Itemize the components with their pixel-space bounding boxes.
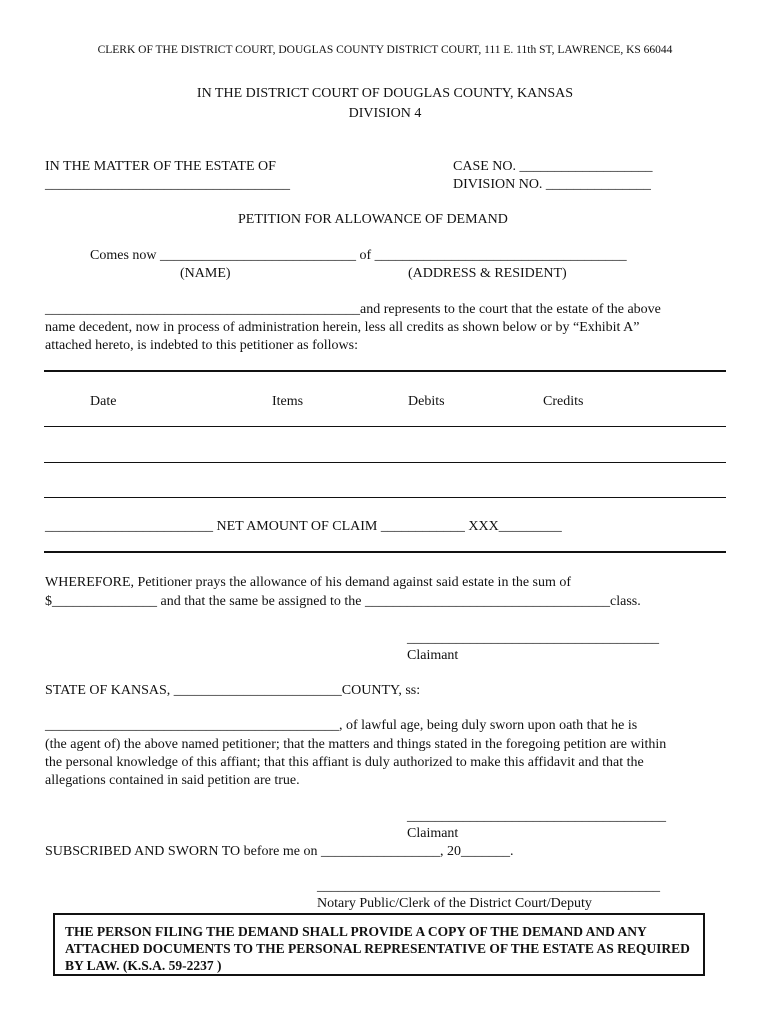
subscribed-sworn-line[interactable]: SUBSCRIBED AND SWORN TO before me on _________________, 20_______. (45, 844, 514, 859)
represents-line-3: attached hereto, is indebted to this petitioner as follows: (45, 338, 358, 353)
affidavit-line-3: the personal knowledge of this affiant; that this affiant is duly authorized to make this affidavit and that the (45, 755, 644, 770)
table-row-line[interactable] (44, 462, 726, 463)
claimant-signature-line[interactable]: ____________________________________ (407, 631, 659, 646)
document-title: PETITION FOR ALLOWANCE OF DEMAND (238, 212, 508, 227)
court-division: DIVISION 4 (348, 106, 422, 121)
table-row-line[interactable] (44, 426, 726, 427)
column-header-items: Items (272, 394, 304, 409)
claimant-label: Claimant (407, 648, 459, 663)
column-header-credits: Credits (543, 394, 584, 409)
case-number-field[interactable]: CASE NO. ___________________ (453, 159, 653, 174)
represents-line-2: name decedent, now in process of administration herein, less all credits as shown below or by “Exhibit A” (45, 320, 640, 335)
wherefore-line-2[interactable]: $_______________ and that the same be assigned to the ___________________________________class. (45, 594, 641, 609)
matter-label: IN THE MATTER OF THE ESTATE OF (45, 159, 276, 174)
table-bottom-rule (44, 551, 726, 553)
notary-signature-line[interactable]: _________________________________________________ (317, 879, 660, 894)
comes-now-line[interactable]: Comes now ____________________________ of ____________________________________ (90, 248, 627, 263)
state-county-line[interactable]: STATE OF KANSAS, ________________________COUNTY, ss: (45, 683, 421, 698)
court-name: IN THE DISTRICT COURT OF DOUGLAS COUNTY, KANSAS (196, 86, 574, 101)
clerk-address-line: CLERK OF THE DISTRICT COURT, DOUGLAS COUNTY DISTRICT COURT, 111 E. 11th ST, LAWRENCE, KS 66044 (97, 44, 673, 56)
wherefore-line-1: WHEREFORE, Petitioner prays the allowance of his demand against said estate in the sum of (45, 575, 572, 590)
net-amount-line[interactable]: ________________________ NET AMOUNT OF CLAIM ____________ XXX_________ (45, 519, 562, 534)
represents-line-1[interactable]: _____________________________________________and represents to the court that the estate of the above (45, 302, 661, 317)
division-number-field[interactable]: DIVISION NO. _______________ (453, 177, 651, 192)
affidavit-line-1[interactable]: __________________________________________, of lawful age, being duly sworn upon oath that he is (45, 718, 638, 733)
affidavit-line-2: (the agent of) the above named petitioner; that the matters and things stated in the foregoing petition are within (45, 737, 667, 752)
table-top-rule (44, 370, 726, 372)
column-header-debits: Debits (408, 394, 445, 409)
claimant-label-2: Claimant (407, 826, 459, 841)
legal-notice-box (53, 913, 705, 976)
affidavit-line-4: allegations contained in said petition are true. (45, 773, 300, 788)
name-caption: (NAME) (180, 266, 231, 281)
table-row-line[interactable] (44, 497, 726, 498)
notary-label: Notary Public/Clerk of the District Court/Deputy (317, 896, 592, 911)
legal-notice-text: THE PERSON FILING THE DEMAND SHALL PROVIDE A COPY OF THE DEMAND AND ANY ATTACHED DOCUMENTS TO THE PERSONAL REPRESENTATIVE OF THE ESTATE AS REQUIRED BY LAW. (K.S.A. 59-2237 ) (65, 924, 690, 973)
estate-name-field[interactable]: ___________________________________ (45, 177, 290, 192)
address-caption: (ADDRESS & RESIDENT) (408, 266, 567, 281)
claimant-signature-line-2[interactable]: _____________________________________ (407, 809, 666, 824)
column-header-date: Date (90, 394, 117, 409)
